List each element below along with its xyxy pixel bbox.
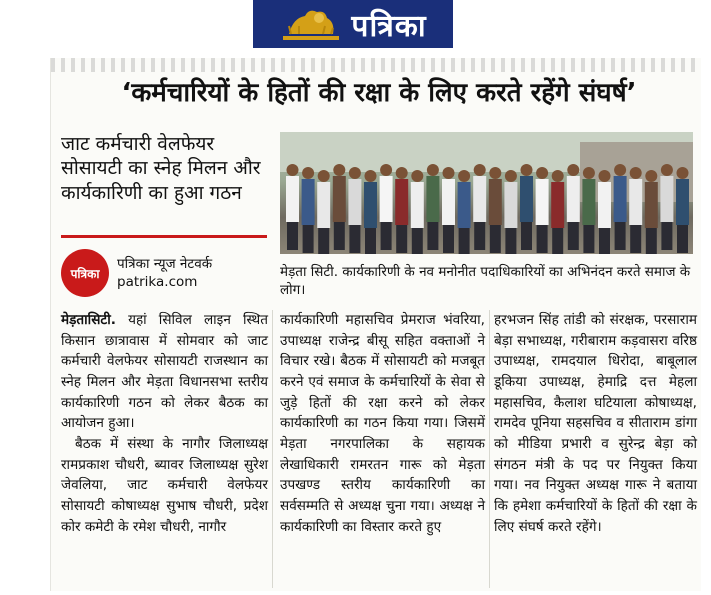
photo-person-legs (303, 225, 314, 253)
photo-person (614, 176, 627, 222)
photo-person (536, 179, 549, 225)
photo-person-head (552, 170, 564, 182)
photo-person-head (677, 167, 689, 179)
masthead-title: पत्रिका (351, 8, 427, 44)
photo-person-head (365, 170, 377, 182)
photo-person-head (661, 164, 673, 176)
photo-person-legs (599, 228, 610, 254)
photo-person-head (645, 170, 657, 182)
photo-person-legs (521, 222, 532, 250)
photo-person-legs (677, 225, 688, 253)
photo-person (504, 182, 517, 228)
photo-person-head (614, 164, 626, 176)
photo-person-legs (381, 222, 392, 250)
photo-person-head (287, 164, 299, 176)
photo-person-legs (646, 228, 657, 254)
photo-person (660, 176, 673, 222)
article-column-1 (61, 310, 268, 537)
photo-person (364, 182, 377, 228)
photo-person-legs (630, 225, 641, 253)
photo-person-legs (349, 225, 360, 253)
photo-person-legs (412, 228, 423, 254)
photo-person (629, 179, 642, 225)
paragraph-4: हरभजन सिंह तांडी को संरक्षक, परसाराम बेड़ा सभाध्यक्ष, गरीबाराम कड़वासरा वरिष्ठ उपाध्यक्ष, रामदयाल धिरोदा, बाबूलाल डूकिया उपाध्यक्ष, हेमाद्रि दत्त मेहला महासचिव, कैलाश घटियाला कोषाध्यक्ष, रामदेव पूनिया सहसचिव व सीताराम डांगा को मीडिया प्रभारी व सुरेन्द्र बेड़ा को संगठन मंत्री के पद पर नियुक्त किया गया। नव नियुक्त अध्यक्ष गारू ने बताया कि हमेशा कर्मचारियों के हितों की रक्षा के लिए संघर्ष करते रहेंगे। (494, 312, 697, 535)
photo-person-legs (505, 228, 516, 254)
group-photo (280, 132, 693, 254)
photo-person-legs (427, 222, 438, 250)
photo-person (426, 176, 439, 222)
photo-person-legs (661, 222, 672, 250)
photo-person-head (474, 164, 486, 176)
photo-person-head (489, 167, 501, 179)
photo-person-legs (568, 222, 579, 250)
photo-person-head (536, 167, 548, 179)
photo-person-legs (318, 228, 329, 254)
photo-person (317, 182, 330, 228)
photo-person-head (380, 164, 392, 176)
lion-icon (279, 4, 343, 44)
photo-person-head (567, 164, 579, 176)
photo-person (380, 176, 393, 222)
photo-person-head (583, 167, 595, 179)
photo-person-legs (552, 228, 563, 254)
dateline: मेड़तासिटी. (61, 312, 116, 328)
article-column-3 (494, 310, 697, 537)
byline-agency: पत्रिका न्यूज नेटवर्क (117, 255, 213, 272)
photo-person-head (599, 170, 611, 182)
photo-caption: मेड़ता सिटी. कार्यकारिणी के नव मनोनीत पदाधिकारियों का अभिनंदन करते समाज के लोग। (280, 264, 691, 299)
newspaper-clipping (50, 58, 701, 591)
photo-person-head (349, 167, 361, 179)
photo-person (551, 182, 564, 228)
photo-person (582, 179, 595, 225)
masthead-logo (253, 0, 453, 48)
photo-person (395, 179, 408, 225)
patrika-badge-icon: पत्रिका (61, 249, 109, 297)
photo-person-head (521, 164, 533, 176)
photo-person (302, 179, 315, 225)
photo-person-head (505, 170, 517, 182)
photo-person (473, 176, 486, 222)
photo-person (489, 179, 502, 225)
photo-person-head (302, 167, 314, 179)
clipped-text-strip (51, 58, 701, 72)
paragraph-3: कार्यकारिणी महासचिव प्रेमराज भंवरिया, उपाध्यक्ष राजेन्द्र बीसू सहित वक्ताओं ने विचार रखे। बैठक में सोसायटी को मजबूत करने एवं समाज के कर्मचारियों के सेवा से जुड़े हितों की रक्षा करने को लेकर कार्यकारिणी का गठन किया गया। जिसमें मेड़ता नगरपालिका के सहायक लेखाधिकारी रामरतन गारू को मेड़ता उपखण्ड स्तरीय कार्यकारिणी का सर्वसम्मति से अध्यक्ष चुना गया। अध्यक्ष ने कार्यकारिणी का विस्तार करते हुए (280, 312, 485, 535)
article-column-2 (280, 310, 485, 537)
photo-person (442, 179, 455, 225)
photo-person-legs (443, 225, 454, 253)
photo-person (676, 179, 689, 225)
photo-person (286, 176, 299, 222)
photo-person-legs (615, 222, 626, 250)
photo-person-legs (583, 225, 594, 253)
photo-person (333, 176, 346, 222)
byline-site: patrika.com (117, 274, 198, 290)
subheadline: जाट कर्मचारी वेलफेयर सोसायटी का स्नेह मिलन और कार्यकारिणी का हुआ गठन (61, 133, 261, 204)
photo-person-legs (334, 222, 345, 250)
photo-person-legs (396, 225, 407, 253)
photo-person-legs (287, 222, 298, 250)
photo-person-legs (490, 225, 501, 253)
photo-person-legs (537, 225, 548, 253)
photo-person-head (411, 170, 423, 182)
photo-person (348, 179, 361, 225)
photo-person-head (427, 164, 439, 176)
photo-person-legs (365, 228, 376, 254)
photo-person-head (458, 170, 470, 182)
column-divider (272, 310, 273, 588)
photo-person-head (396, 167, 408, 179)
photo-person (645, 182, 658, 228)
photo-person (411, 182, 424, 228)
photo-person (458, 182, 471, 228)
subhead-rule (61, 235, 267, 238)
photo-person-legs (459, 228, 470, 254)
photo-person (567, 176, 580, 222)
photo-person-head (318, 170, 330, 182)
photo-person (598, 182, 611, 228)
photo-person-head (443, 167, 455, 179)
headline: ‘कर्मचारियों के हितों की रक्षा के लिए करते रहेंगे संघर्ष’ (121, 78, 637, 108)
byline (61, 248, 271, 298)
column-divider (489, 310, 490, 588)
photo-person-head (630, 167, 642, 179)
photo-person-legs (474, 222, 485, 250)
paragraph-1: यहां सिविल लाइन स्थित किसान छात्रावास में सोमवार को जाट कर्मचारी वेलफेयर सोसायटी राजस्थान का स्नेह मिलन और मेड़ता विधानसभा स्तरीय कार्यकारिणी गठन को लेकर बैठक का आयोजन हुआ। (61, 312, 268, 432)
paragraph-2: बैठक में संस्था के नागौर जिलाध्यक्ष रामप्रकाश चौधरी, ब्यावर जिलाध्यक्ष सुरेश जेवलिया, जाट कर्मचारी वेलफेयर सोसायटी कोषाध्यक्ष सुभाष चौधरी, प्रदेश कोर कमेटी के रमेश चौधरी, नागौर (61, 435, 268, 535)
photo-person (520, 176, 533, 222)
photo-person-head (333, 164, 345, 176)
